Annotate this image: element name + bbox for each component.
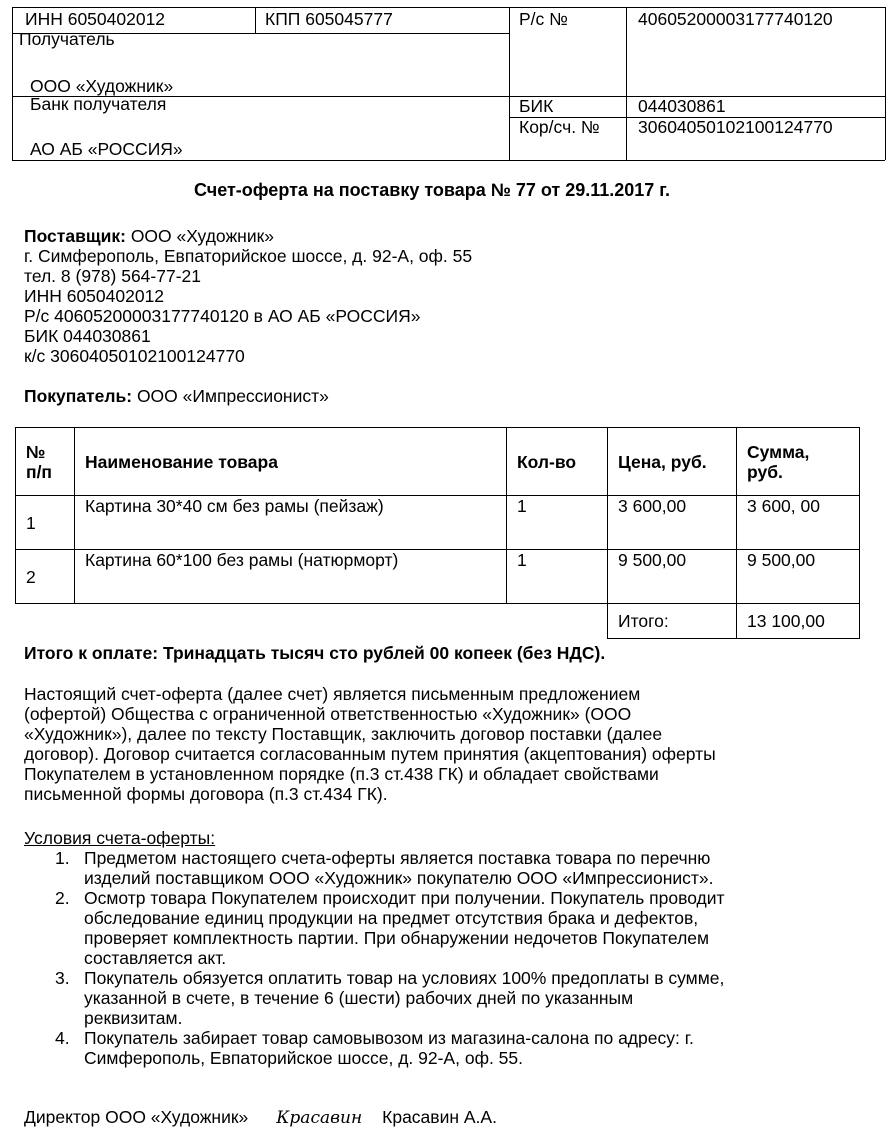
offer-line: (офертой) Общества с ограниченной ответственностью «Художник» (ООО xyxy=(24,704,632,724)
conditions-heading: Условия счета-оферты: xyxy=(24,828,216,848)
ks-label: Кор/сч. № xyxy=(519,117,600,137)
offer-line: договор). Договор считается согласованным путем принятия (акцептования) оферты xyxy=(24,744,716,764)
supplier-label: Поставщик: xyxy=(24,226,126,246)
signer-name: Красавин А.А. xyxy=(382,1107,497,1127)
row-price: 3 600,00 xyxy=(608,496,737,550)
condition-line: Покупатель обязуется оплатить товар на условиях 100% предоплаты в сумме, xyxy=(84,968,725,988)
total-value: 13 100,00 xyxy=(737,604,860,639)
buyer-name: ООО «Импрессионист» xyxy=(132,386,329,406)
bank-border-inn-kpp xyxy=(255,7,256,33)
supplier-phone: тел. 8 (978) 564-77-21 xyxy=(24,266,201,286)
row-sum: 9 500,00 xyxy=(737,550,860,604)
table-row xyxy=(16,496,860,550)
supplier-bik: БИК 044030861 xyxy=(24,326,151,346)
condition-item xyxy=(55,848,725,888)
bik-value: 044030861 xyxy=(638,96,726,116)
signature-line xyxy=(24,1107,497,1128)
header-sum-line2: руб. xyxy=(747,461,783,482)
table-row xyxy=(16,550,860,604)
buyer-block xyxy=(24,386,844,406)
bank-border-right xyxy=(885,7,886,160)
header-name: Наименование товара xyxy=(75,428,507,496)
condition-line: указанной в счете, в течение 6 (шести) рабочих дней по указанным xyxy=(84,988,634,1008)
condition-number: 4. xyxy=(55,1028,70,1048)
condition-line: проверяет комплектность партии. При обнаружении недочетов Покупателем xyxy=(84,928,710,948)
bank-border-top xyxy=(12,7,885,8)
condition-line: изделий поставщиком ООО «Художник» покупателю ООО «Импрессионист». xyxy=(84,868,714,888)
supplier-corr-account: к/с 30604050102100124770 xyxy=(24,346,245,366)
condition-line: Предметом настоящего счета-оферты является поставка товара по перечню xyxy=(84,848,711,868)
table-total-row xyxy=(16,604,860,639)
conditions-list xyxy=(55,848,725,1068)
supplier-account: Р/с 40605200003177740120 в АО АБ «РОССИЯ» xyxy=(24,306,421,326)
row-num: 2 xyxy=(16,550,75,604)
supplier-block xyxy=(24,226,844,366)
condition-line: Покупатель забирает товар самовывозом из магазина-салона по адресу: г. xyxy=(84,1028,694,1048)
row-qty: 1 xyxy=(507,496,608,550)
rs-label: Р/с № xyxy=(519,9,568,29)
total-spacer xyxy=(16,604,608,639)
condition-line: Осмотр товара Покупателем происходит при получении. Покупатель проводит xyxy=(84,888,725,908)
condition-line: составляется акт. xyxy=(84,948,227,968)
bank-name: АО АБ «РОССИЯ» xyxy=(30,139,183,159)
header-num-line1: № xyxy=(26,441,46,462)
header-sum-line1: Сумма, xyxy=(747,441,810,462)
document-title: Счет-оферта на поставку товара № 77 от 29.11.2017 г. xyxy=(194,180,670,200)
bank-border-value-col xyxy=(626,7,627,160)
kpp-label: КПП 605045777 xyxy=(265,9,393,29)
recipient-name: ООО «Художник» xyxy=(30,76,174,96)
supplier-address: г. Симферополь, Евпаторийское шоссе, д. 92-А, оф. 55 xyxy=(24,246,473,266)
row-name: Картина 60*100 без рамы (натюрморт) xyxy=(75,550,507,604)
header-qty: Кол-во xyxy=(507,428,608,496)
condition-number: 1. xyxy=(55,848,70,868)
supplier-heading xyxy=(24,226,844,246)
row-name: Картина 30*40 см без рамы (пейзаж) xyxy=(75,496,507,550)
bank-border-left xyxy=(12,7,13,160)
offer-paragraph xyxy=(24,684,844,804)
condition-item xyxy=(55,888,725,968)
ks-value: 30604050102100124770 xyxy=(638,117,833,137)
goods-table xyxy=(15,427,860,639)
offer-line: письменной формы договора (п.3 ст.434 ГК). xyxy=(24,784,388,804)
bik-label: БИК xyxy=(519,96,554,116)
bank-border-center xyxy=(509,7,510,160)
row-sum: 3 600, 00 xyxy=(737,496,860,550)
condition-line: реквизитам. xyxy=(84,1008,183,1028)
row-price: 9 500,00 xyxy=(608,550,737,604)
rs-value: 40605200003177740120 xyxy=(638,9,833,29)
recipient-label: Получатель xyxy=(19,29,115,49)
row-qty: 1 xyxy=(507,550,608,604)
condition-number: 2. xyxy=(55,888,70,908)
row-num: 1 xyxy=(16,496,75,550)
condition-number: 3. xyxy=(55,968,70,988)
offer-line: Настоящий счет-оферта (далее счет) является письменным предложением xyxy=(24,684,641,704)
total-label: Итого: xyxy=(608,604,737,639)
offer-line: «Художник»), далее по тексту Поставщик, заключить договор поставки (далее xyxy=(24,724,663,744)
offer-line: Покупателем в установленном порядке (п.3 ст.438 ГК) и обладает свойствами xyxy=(24,764,659,784)
header-price: Цена, руб. xyxy=(608,428,737,496)
bank-label: Банк получателя xyxy=(30,94,167,114)
total-to-pay: Итого к оплате: Тринадцать тысяч сто рублей 00 копеек (без НДС). xyxy=(24,643,606,663)
buyer-label: Покупатель: xyxy=(24,386,133,406)
header-num-line2: п/п xyxy=(26,461,53,482)
header-num xyxy=(16,428,75,496)
condition-item xyxy=(55,968,725,1028)
condition-line: Симферополь, Евпаторийское шоссе, д. 92-А, оф. 55. xyxy=(84,1048,524,1068)
supplier-name: ООО «Художник» xyxy=(125,226,274,246)
bank-border-bottom xyxy=(12,160,885,161)
header-sum xyxy=(737,428,860,496)
handwritten-signature: Красавин xyxy=(276,1108,363,1128)
table-header-row xyxy=(16,428,860,496)
signer-position: Директор ООО «Художник» xyxy=(24,1107,249,1127)
supplier-inn: ИНН 6050402012 xyxy=(24,286,165,306)
condition-item xyxy=(55,1028,725,1068)
condition-line: обследование единиц продукции на предмет отсутствия брака и дефектов, xyxy=(84,908,699,928)
inn-label: ИНН 6050402012 xyxy=(25,9,166,29)
